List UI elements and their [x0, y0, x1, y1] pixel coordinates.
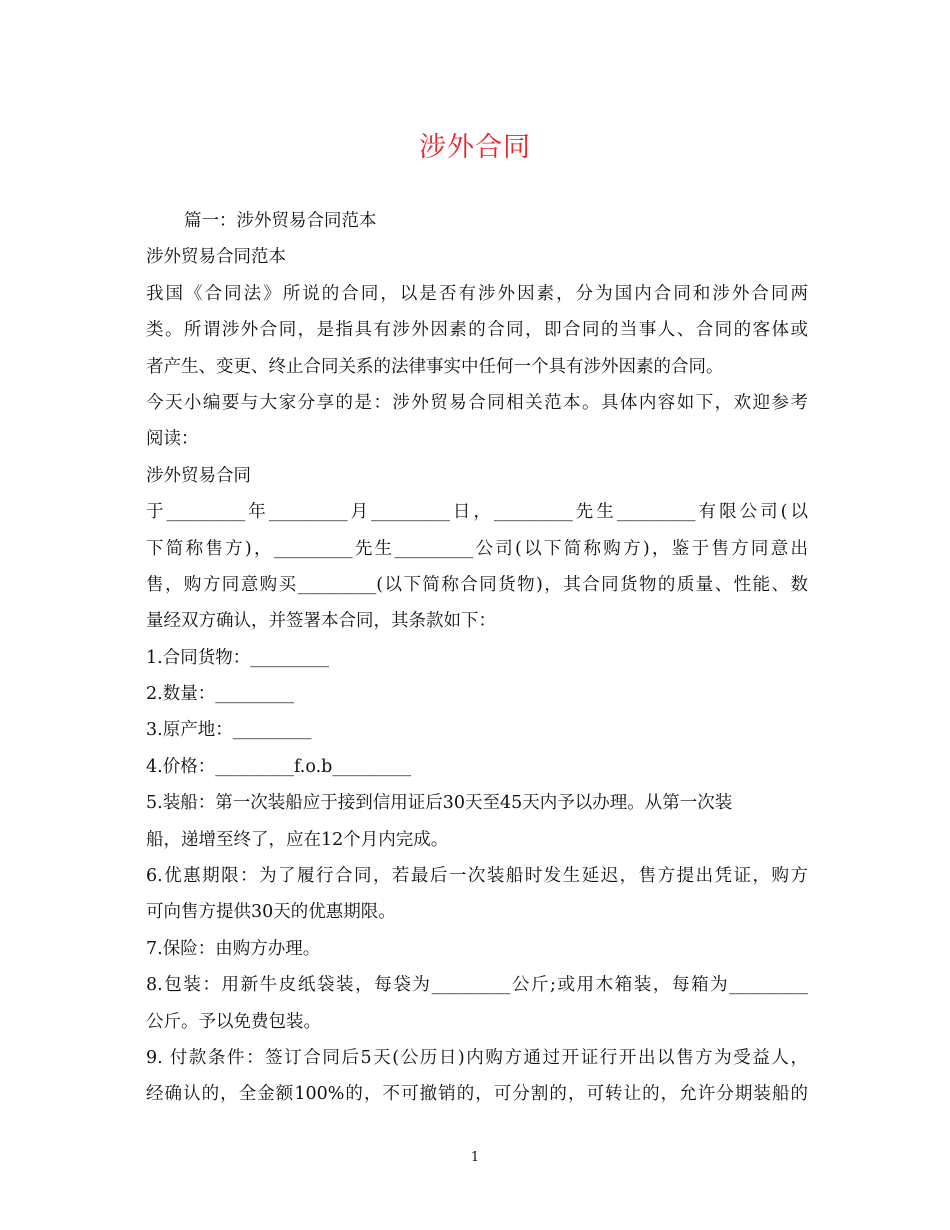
paragraph-line: 今天小编要与大家分享的是：涉外贸易合同相关范本。具体内容如下，欢迎参考: [146, 392, 808, 413]
paragraph-line: 者产生、变更、终止合同关系的法律事实中任何一个具有涉外因素的合同。: [146, 356, 724, 377]
clause-line: 7.保险：由购方办理。: [146, 938, 321, 959]
clause-line: 9. 付款条件：签订合同后5天(公历日)内购方通过开证行开出以售方为受益人，: [146, 1047, 808, 1068]
clause-line: 2.数量：_________: [146, 684, 294, 705]
paragraph-line: 下简称售方)，_________先生_________公司(以下简称购方)，鉴于售方同意出: [146, 538, 808, 559]
paragraph-line: 于_________年_________月_________日，_________先生_________有限公司(以: [146, 502, 808, 523]
paragraph-line: 类。所谓涉外合同，是指具有涉外因素的合同，即合同的当事人、合同的客体或: [146, 320, 808, 341]
subheading: 涉外贸易合同范本: [146, 247, 286, 268]
clause-line: 可向售方提供30天的优惠期限。: [146, 902, 396, 923]
clause-line: 船，递增至终了，应在12个月内完成。: [146, 829, 449, 850]
clause-line: 6.优惠期限：为了履行合同，若最后一次装船时发生延迟，售方提出凭证，购方: [146, 866, 808, 887]
clause-line: 1.合同货物：_________: [146, 647, 329, 668]
clause-line: 经确认的，全金额100%的，不可撤销的，可分割的，可转让的，允许分期装船的: [146, 1084, 808, 1105]
paragraph-line: 量经双方确认，并签署本合同，其条款如下：: [146, 611, 496, 632]
clause-line: 3.原产地：_________: [146, 720, 312, 741]
page-title: 涉外合同: [419, 132, 531, 163]
section-heading: 篇一：涉外贸易合同范本: [184, 211, 377, 231]
clause-line: 5.装船：第一次装船应于接到信用证后30天至45天内予以办理。从第一次装: [146, 793, 733, 814]
paragraph-line: 我国《合同法》所说的合同，以是否有涉外因素，分为国内合同和涉外合同两: [146, 283, 808, 304]
contract-title: 涉外贸易合同: [146, 465, 251, 486]
paragraph-line: 售，购方同意购买_________(以下简称合同货物)，其合同货物的质量、性能、数: [146, 574, 808, 595]
clause-line: 4.价格：_________f.o.b_________: [146, 756, 412, 777]
clause-line: 公斤。予以免费包装。: [146, 1011, 321, 1032]
page-number: 1: [470, 1150, 480, 1165]
paragraph-line: 阅读：: [146, 429, 199, 450]
document-body: [146, 203, 808, 1113]
clause-line: 8.包装：用新牛皮纸袋装，每袋为_________公斤;或用木箱装，每箱为_________: [146, 975, 808, 996]
